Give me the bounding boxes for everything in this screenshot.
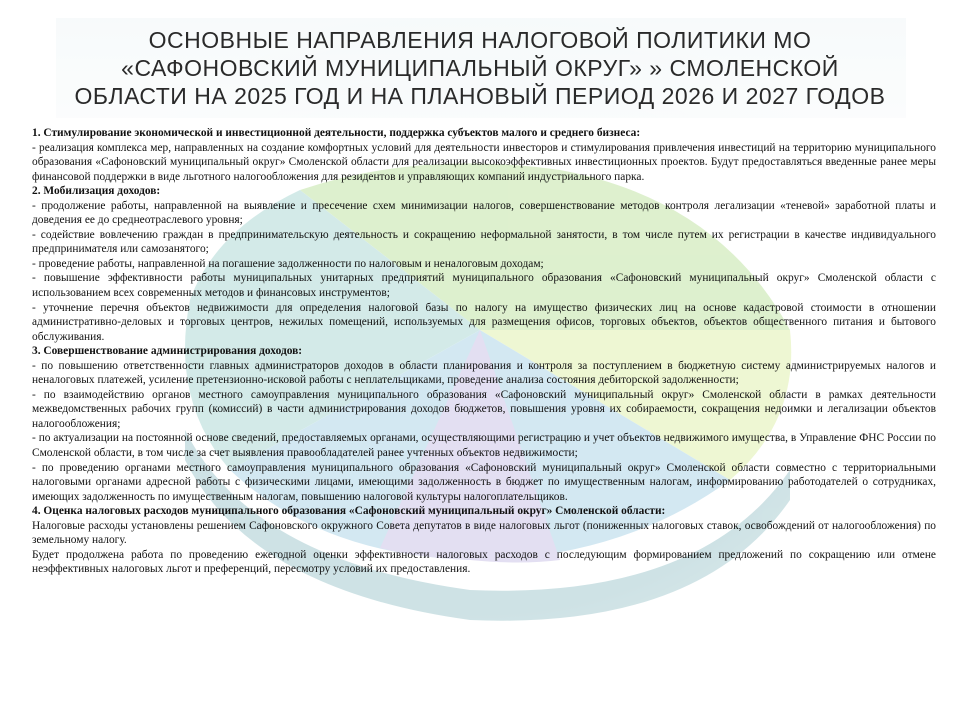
section-4-item: Будет продолжена работа по проведению ежегодной оценки эффективности налоговых расходов с последующим формированием предложений по сокращению или отмене неэффективных налоговых льгот и преференций, пересмотру условий их предоставления.: [32, 548, 936, 576]
section-4-heading: 4. Оценка налоговых расходов муниципального образования «Сафоновский муниципальный округ» Смоленской области:: [32, 505, 666, 518]
section-2-item: - проведение работы, направленной на погашение задолженности по налоговым и неналоговым доходам;: [32, 257, 544, 270]
slide-body: [32, 126, 936, 577]
section-2-item: - уточнение перечня объектов недвижимости для определения налоговой базы по налогу на имущество физических лиц на основе кадастровой стоимости в отношении административно-деловых и торговых центров, нежилых помещений, используемых для размещения офисов, торговых объектов, объектов общественного питания и бытового обслуживания.: [32, 301, 936, 343]
section-4-item: Налоговые расходы установлены решением Сафоновского окружного Совета депутатов в виде налоговых льгот (пониженных налоговых ставок, освобождений от налогообложения) по земельному налогу.: [32, 519, 936, 547]
title-line-2: «САФОНОВСКИЙ МУНИЦИПАЛЬНЫЙ ОКРУГ» » СМОЛЕНСКОЙ: [121, 55, 839, 81]
section-3-item: - по взаимодействию органов местного самоуправления муниципального образования «Сафоновский муниципальный округ» Смоленской области в рамках деятельности межведомственных рабочих групп (комиссий) в части администрирования доходов бюджетов, повышения уровня их собираемости, сокращения недоимки и легализации объектов налогообложения;: [32, 388, 936, 430]
section-2-item: - содействие вовлечению граждан в предпринимательскую деятельность и сокращению неформальной занятости, в том числе путем их регистрации в качестве индивидуального предпринимателя или самозанятого;: [32, 228, 936, 256]
section-2-item: - продолжение работы, направленной на выявление и пресечение схем минимизации налогов, совершенствование методов контроля легализации «теневой» заработной платы и доведения ее до среднеотраслевого уровня;: [32, 199, 936, 227]
section-3-item: - по актуализации на постоянной основе сведений, предоставляемых органами, осуществляющими регистрацию и учет объектов недвижимого имущества, в Управление ФНС России по Смоленской области, в том числе за счет выявления правообладателей ранее учтенных объектов недвижимости;: [32, 432, 936, 460]
section-1-heading: 1. Стимулирование экономической и инвестиционной деятельности, поддержка субъектов малого и среднего бизнеса:: [32, 127, 641, 139]
slide-title: [20, 26, 940, 110]
title-line-3: ОБЛАСТИ НА 2025 ГОД И НА ПЛАНОВЫЙ ПЕРИОД 2026 И 2027 ГОДОВ: [74, 83, 886, 109]
section-3-heading: 3. Совершенствование администрирования доходов:: [32, 345, 303, 358]
section-2-heading: 2. Мобилизация доходов:: [32, 185, 161, 198]
title-line-1: ОСНОВНЫЕ НАПРАВЛЕНИЯ НАЛОГОВОЙ ПОЛИТИКИ МО: [148, 27, 812, 53]
section-2-item: - повышение эффективности работы муниципальных унитарных предприятий муниципального образования «Сафоновский муниципальный округ» Смоленской области с использованием всех современных методов и финансовых инструментов;: [32, 272, 936, 300]
section-3-item: - по повышению ответственности главных администраторов доходов в области планирования и контроля за поступлением в бюджетную систему администрируемых налогов и неналоговых платежей, усиление претензионно-исковой работы с неплательщиками, проведение анализа состояния дебиторской задолженности;: [32, 359, 936, 387]
section-3-item: - по проведению органами местного самоуправления муниципального образования «Сафоновский муниципальный округ» Смоленской области совместно с территориальными налоговыми органами адресной работы с физическими лицами, имеющими задолженность в бюджет по имущественным налогам, информированию работодателей о сотрудниках, имеющих задолженность по имущественным налогам, повышению налоговой культуры налогоплательщиков.: [32, 461, 936, 503]
section-1-item: - реализация комплекса мер, направленных на создание комфортных условий для деятельности инвесторов и стимулирования привлечения инвестиций на территорию муниципального образования «Сафоновский муниципальный округ» Смоленской области для реализации высокоэффективных инвестиционных проектов. Будут предоставляться введенные ранее меры финансовой поддержки в виде льготного налогообложения для резидентов и управляющих компаний индустриального парка.: [32, 141, 936, 183]
